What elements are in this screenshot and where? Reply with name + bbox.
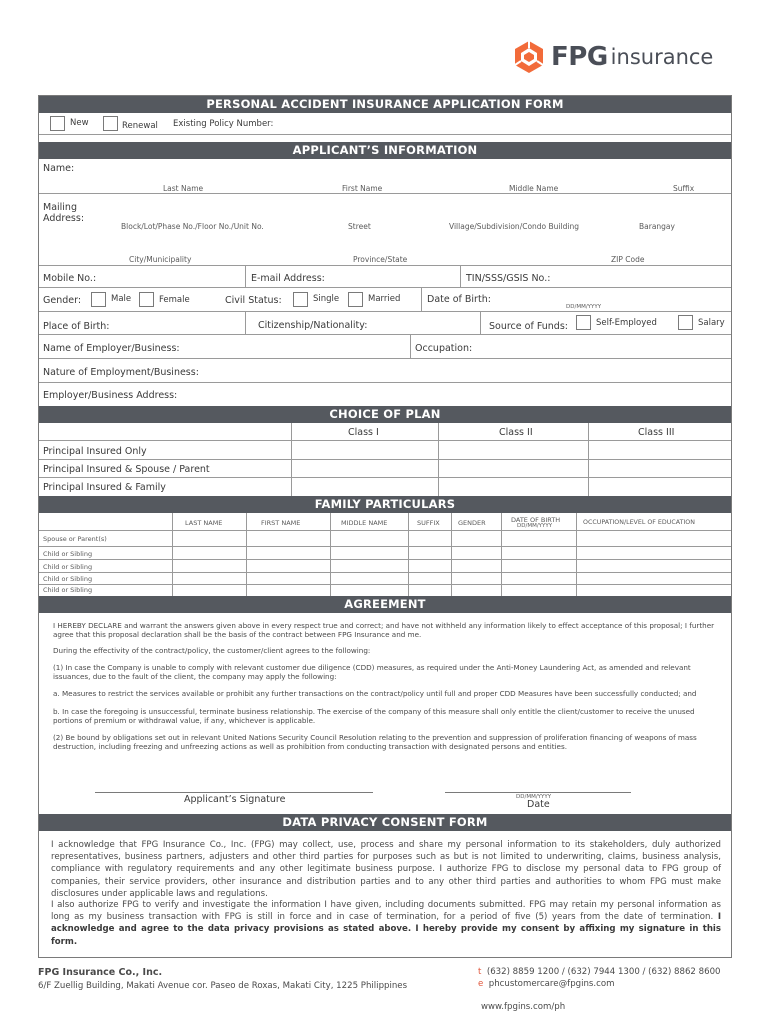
barangay-caption: Barangay bbox=[639, 222, 675, 231]
family-row-label: Child or Sibling bbox=[43, 563, 93, 571]
agreement-clause-2: (2) Be bound by obligations set out in relevant United Nations Security Council Resolution relating to the prevention and suppression of proliferation financing of weapons of mass destruction, including freezing and unfreezing actions as well as prohibition from conducting transaction with designated persons and entities. bbox=[53, 733, 697, 751]
class-2-label: Class II bbox=[499, 427, 533, 438]
policy-type-row bbox=[39, 113, 731, 135]
agreement-clause-1a: a. Measures to restrict the services available or prohibit any further transactions on the contract/policy until full and proper CDD Measures have been successfully conducted; and bbox=[53, 689, 697, 698]
female-checkbox[interactable] bbox=[139, 292, 154, 307]
fpg-logo-icon bbox=[512, 40, 546, 74]
family-header: FAMILY PARTICULARS bbox=[39, 496, 731, 513]
family-col-middle-name: MIDDLE NAME bbox=[341, 519, 388, 527]
family-col-gender: GENDER bbox=[458, 519, 486, 527]
plan-row-principal bbox=[39, 441, 731, 460]
city-caption: City/Municipality bbox=[129, 255, 192, 264]
privacy-paragraph-2 bbox=[51, 899, 721, 948]
logo-brand-rest: insurance bbox=[610, 45, 714, 69]
plan-spouse-label: Principal Insured & Spouse / Parent bbox=[43, 464, 210, 475]
tin-label: TIN/SSS/GSIS No.: bbox=[466, 273, 551, 284]
plan-class-row bbox=[39, 423, 731, 441]
plan-family-label: Principal Insured & Family bbox=[43, 482, 166, 493]
female-label: Female bbox=[159, 295, 190, 305]
name-row bbox=[39, 159, 731, 194]
new-checkbox[interactable] bbox=[50, 116, 65, 131]
plan-header: CHOICE OF PLAN bbox=[39, 406, 731, 423]
source-of-funds-label: Source of Funds: bbox=[489, 321, 568, 332]
employer-address-label: Employer/Business Address: bbox=[43, 390, 178, 401]
single-checkbox[interactable] bbox=[293, 292, 308, 307]
renewal-checkbox[interactable] bbox=[103, 116, 118, 131]
male-checkbox[interactable] bbox=[91, 292, 106, 307]
agreement-effectivity: During the effectivity of the contract/policy, the customer/client agrees to the following: bbox=[53, 646, 371, 655]
male-label: Male bbox=[111, 294, 132, 304]
family-row-label: Child or Sibling bbox=[43, 575, 93, 583]
form-title: PERSONAL ACCIDENT INSURANCE APPLICATION FORM bbox=[39, 96, 731, 113]
footer-email-line bbox=[478, 979, 615, 989]
block-caption: Block/Lot/Phase No./Floor No./Unit No. bbox=[121, 222, 264, 231]
occupation-label: Occupation: bbox=[415, 343, 473, 354]
place-of-birth-label: Place of Birth: bbox=[43, 321, 110, 332]
date-label: Date bbox=[527, 799, 550, 810]
family-row-child-3 bbox=[39, 573, 731, 585]
applicant-header: APPLICANT’S INFORMATION bbox=[39, 142, 731, 159]
contact-row bbox=[39, 266, 731, 288]
footer-company: FPG Insurance Co., Inc. bbox=[38, 967, 163, 978]
employer-address-row bbox=[39, 383, 731, 406]
mailing-label: Mailing bbox=[43, 202, 77, 213]
dob-format: DD/MM/YYYY bbox=[566, 304, 602, 310]
date-format: DD/MM/YYYY bbox=[516, 794, 552, 800]
footer-phone-line bbox=[478, 967, 721, 977]
renewal-label: Renewal bbox=[122, 121, 158, 131]
address-label: Address: bbox=[43, 213, 85, 224]
mailing-address-row bbox=[39, 194, 731, 266]
family-row-child-1 bbox=[39, 547, 731, 560]
family-col-last-name: LAST NAME bbox=[185, 519, 223, 527]
privacy-consent-text: I acknowledge and agree to the data privacy provisions as stated above. I hereby provide my consent by affixing my signature in this form. bbox=[51, 912, 722, 947]
agreement-clause-1: (1) In case the Company is unable to comply with relevant customer due diligence (CDD) measures, as required under the Anti-Money Laundering Act, as amended and relevant issuances, due to the fault of the client, the company may apply the following: bbox=[53, 663, 691, 681]
family-col-dob: DATE OF BIRTH bbox=[511, 516, 561, 524]
phone-icon: t bbox=[478, 967, 482, 977]
footer-website[interactable]: www.fpgins.com/ph bbox=[481, 1002, 566, 1012]
family-row-label: Child or Sibling bbox=[43, 550, 93, 558]
employer-row bbox=[39, 335, 731, 359]
gender-civil-row bbox=[39, 288, 731, 312]
last-name-caption: Last Name bbox=[163, 184, 204, 193]
citizenship-label: Citizenship/Nationality: bbox=[258, 320, 368, 331]
email-icon: e bbox=[478, 979, 484, 989]
civil-status-label: Civil Status: bbox=[225, 295, 282, 306]
dob-label: Date of Birth: bbox=[427, 294, 491, 305]
privacy-paragraph-1: I acknowledge that FPG Insurance Co., Inc. (FPG) may collect, use, process and share my personal information to its stakeholders, duly authorized representatives, business partners, adjusters and other third parties for purposes such as but is not limited to underwriting, claims, business analysis, compliance with regulatory requirements and any other legitimate business purpose. I authorize FPG to disclose my personal data to FPG group of companies, their service providers, other insurance and distribution parties and to any other third parties and authorities to whom FPG must make disclosures under applicable laws and regulations. bbox=[51, 840, 721, 899]
plan-row-family bbox=[39, 478, 731, 496]
nature-label: Nature of Employment/Business: bbox=[43, 367, 199, 378]
privacy-verify-text: I also authorize FPG to verify and investigate the information I have given, including documents submitted. FPG may retain my personal information as long as my business transaction with FPG is still in force and in case of termination, for a period of five (5) years from the date of termination. bbox=[51, 900, 721, 923]
employer-label: Name of Employer/Business: bbox=[43, 343, 180, 354]
mobile-label: Mobile No.: bbox=[43, 273, 97, 284]
date-line[interactable] bbox=[445, 792, 631, 793]
footer-phone: (632) 8859 1200 / (632) 7944 1300 / (632) 8862 8600 bbox=[486, 967, 721, 977]
fpg-logo bbox=[512, 40, 713, 74]
self-employed-checkbox[interactable] bbox=[576, 315, 591, 330]
married-checkbox[interactable] bbox=[348, 292, 363, 307]
nature-row bbox=[39, 359, 731, 383]
email-label: E-mail Address: bbox=[251, 273, 325, 284]
footer-email[interactable]: phcustomercare@fpgins.com bbox=[488, 979, 615, 989]
family-col-suffix: SUFFIX bbox=[417, 519, 440, 527]
zip-caption: ZIP Code bbox=[611, 255, 645, 264]
new-label: New bbox=[70, 118, 89, 128]
signature-line[interactable] bbox=[95, 792, 373, 793]
suffix-caption: Suffix bbox=[673, 184, 695, 193]
applicant-signature-label: Applicant’s Signature bbox=[184, 794, 286, 805]
province-caption: Province/State bbox=[353, 255, 408, 264]
existing-policy-label: Existing Policy Number: bbox=[173, 119, 274, 129]
middle-name-caption: Middle Name bbox=[509, 184, 559, 193]
birthplace-row bbox=[39, 312, 731, 335]
first-name-caption: First Name bbox=[342, 184, 383, 193]
family-row-label: Spouse or Parent(s) bbox=[43, 535, 107, 543]
existing-policy-input[interactable] bbox=[284, 130, 724, 131]
salary-label: Salary bbox=[698, 318, 725, 328]
plan-row-spouse bbox=[39, 460, 731, 478]
plan-principal-label: Principal Insured Only bbox=[43, 446, 147, 457]
family-col-header-row bbox=[39, 513, 731, 531]
class-1-label: Class I bbox=[348, 427, 379, 438]
class-3-label: Class III bbox=[638, 427, 675, 438]
family-row-child-4 bbox=[39, 585, 731, 596]
family-row-child-2 bbox=[39, 560, 731, 573]
gender-label: Gender: bbox=[43, 295, 82, 306]
village-caption: Village/Subdivision/Condo Building bbox=[449, 222, 579, 231]
family-row-label: Child or Sibling bbox=[43, 586, 93, 594]
name-label: Name: bbox=[43, 163, 75, 174]
family-col-first-name: FIRST NAME bbox=[261, 519, 301, 527]
family-dob-format: DD/MM/YYYY bbox=[517, 523, 553, 529]
salary-checkbox[interactable] bbox=[678, 315, 693, 330]
application-form bbox=[38, 95, 732, 958]
street-caption: Street bbox=[348, 222, 371, 231]
married-label: Married bbox=[368, 294, 401, 304]
self-employed-label: Self-Employed bbox=[596, 318, 657, 328]
single-label: Single bbox=[313, 294, 340, 304]
family-col-occupation: OCCUPATION/LEVEL OF EDUCATION bbox=[583, 519, 695, 526]
privacy-header: DATA PRIVACY CONSENT FORM bbox=[39, 814, 731, 831]
family-row-spouse bbox=[39, 531, 731, 547]
footer-address: 6/F Zuellig Building, Makati Avenue cor. Paseo de Roxas, Makati City, 1225 Philippines bbox=[38, 981, 408, 991]
agreement-header: AGREEMENT bbox=[39, 596, 731, 613]
agreement-clause-1b: b. In case the foregoing is unsuccessful, terminate business relationship. The exercise of the company of this measure shall only entitle the client/customer to receive the unused portions of premium or withdrawal value, if any, whichever is applicable. bbox=[53, 707, 695, 725]
logo-brand-bold: FPG bbox=[551, 42, 608, 72]
agreement-declaration: I HEREBY DECLARE and warrant the answers given above in every respect true and correct; and have not withheld any information likely to effect acceptance of this proposal; I further agree that this proposal declaration shall be the basis of the contract between FPG Insurance and me. bbox=[53, 621, 715, 639]
